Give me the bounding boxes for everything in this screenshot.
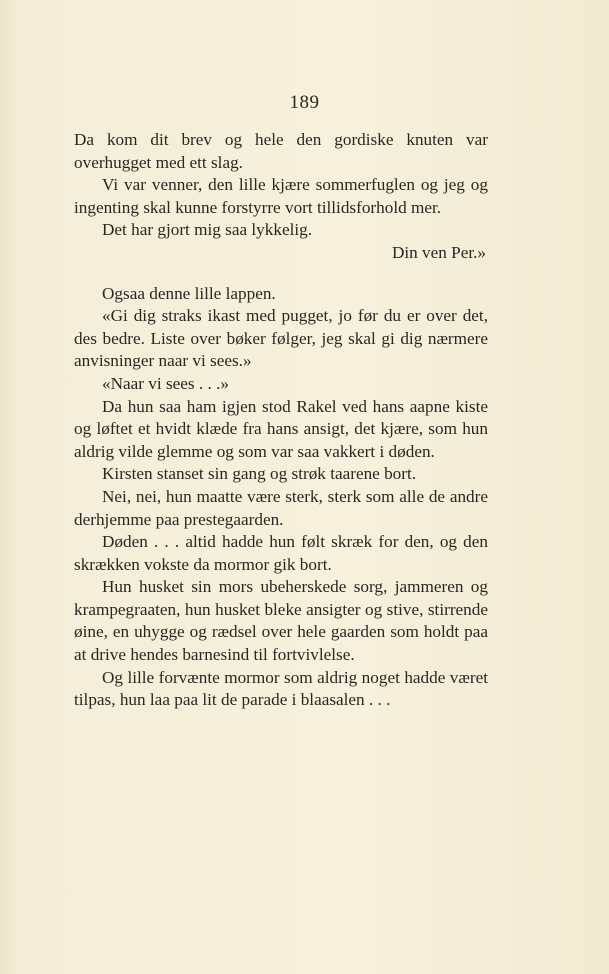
body-text <box>74 129 488 712</box>
paragraph-happy: Det har gjort mig saa lykkelig. <box>102 220 313 240</box>
paragraph-friends: Vi var venner, den lille kjære sommerfuglen og jeg og ingenting skal kunne forstyrre vort tillidsforhold mer. <box>74 175 488 217</box>
paragraph-death: Døden . . . altid hadde hun følt skræk for den, og den skrækken vokste da mormor gik bort. <box>74 532 488 574</box>
letter-signature: Din ven Per.» <box>391 242 486 262</box>
paragraph-note-quote: «Gi dig straks ikast med pugget, jo før du er over det, des bedre. Liste over bøker følger, jeg skal gi dig nærmere anvisninger naar vi sees.» <box>74 306 488 371</box>
paragraph-memory: Hun husket sin mors ubeherskede sorg, jammeren og krampegraaten, hun husket bleke ansigter og stive, stirrende øine, en uhygge og rædsel over hele gaarden som holdt paa at drive hendes barnesind til fortvivlelse. <box>74 577 488 665</box>
paragraph-letter-continuation: Da kom dit brev og hele den gordiske knuten var overhugget med ett slag. <box>74 130 488 172</box>
paragraph-coffin: Da hun saa ham igjen stod Rakel ved hans aapne kiste og løftet et hvidt klæde fra hans ansigt, det kjære, som hun aldrig vilde glemme og som var saa vakkert i døden. <box>74 396 488 461</box>
paragraph-naar-vi-sees: «Naar vi sees . . .» <box>102 373 229 393</box>
paragraph-note: Ogsaa denne lille lappen. <box>102 283 276 303</box>
paragraph-grandmother: Og lille forvænte mormor som aldrig noget hadde været tilpas, hun laa paa lit de parade i blaasalen . . . <box>74 667 488 710</box>
page-number: 189 <box>289 92 320 113</box>
paragraph-strong: Nei, nei, hun maatte være sterk, sterk som alle de andre derhjemme paa prestegaarden. <box>74 486 488 529</box>
paragraph-kirsten: Kirsten stanset sin gang og strøk taarene bort. <box>102 464 417 484</box>
